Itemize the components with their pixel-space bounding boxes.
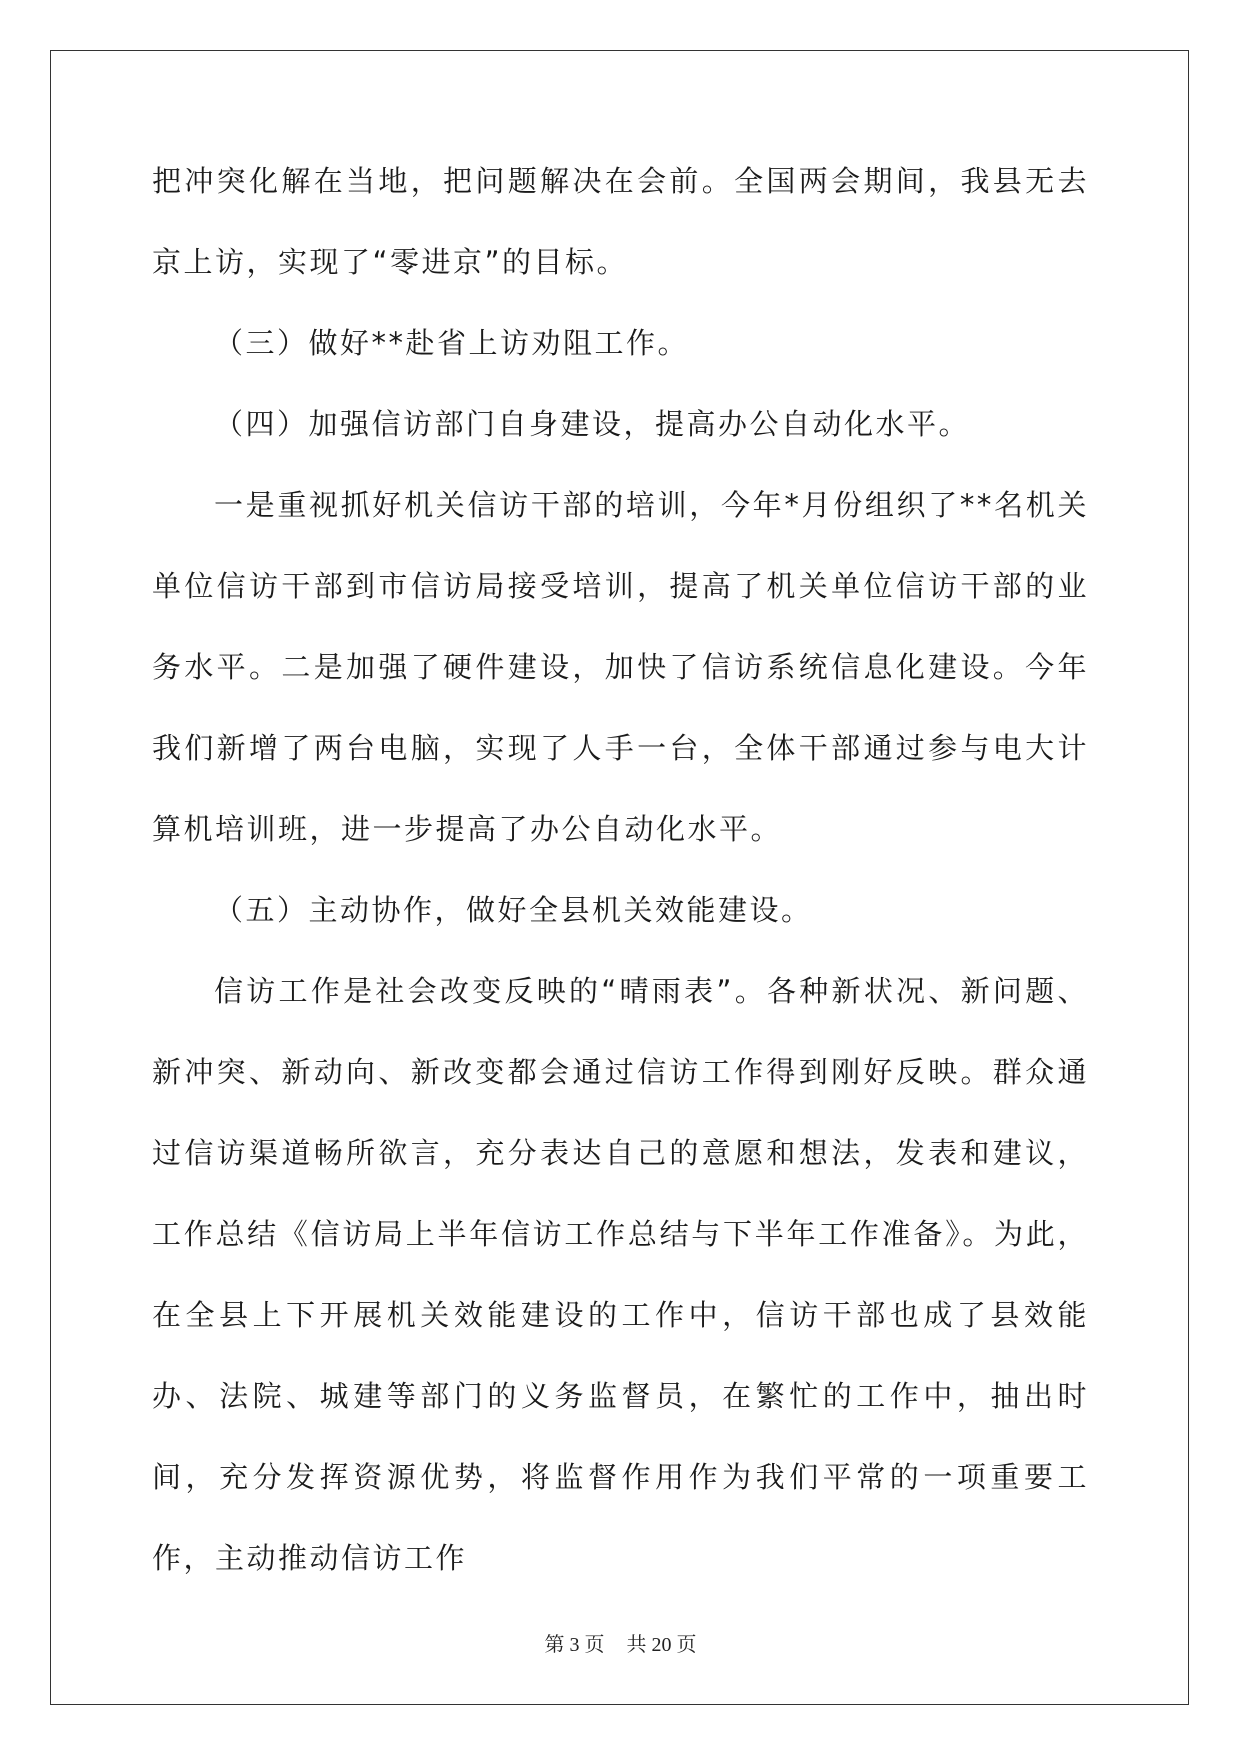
current-page-number: 第 3 页 [544, 1634, 605, 1656]
paragraph-6: 信访工作是社会改变反映的“晴雨表”。各种新状况、新问题、新冲突、新动向、新改变都会通过信访工作得到刚好反映。群众通过信访渠道畅所欲言，充分表达自己的意愿和想法，发表和建议，工作总结《信访局上半年信访工作总结与下半年工作准备》。为此，在全县上下开展机关效能建设的工作中，信访干部也成了县效能办、法院、城建等部门的义务监督员，在繁忙的工作中，抽出时间，充分发挥资源优势，将监督作用作为我们平常的一项重要工作，主动推动信访工作 [152, 974, 1089, 1575]
paragraph-5: （五）主动协作，做好全县机关效能建设。 [214, 893, 813, 927]
total-page-count: 共 20 页 [626, 1634, 697, 1656]
paragraph-3: （四）加强信访部门自身建设，提高办公自动化水平。 [214, 407, 971, 441]
page-footer [0, 1628, 1241, 1657]
paragraph-1: 把冲突化解在当地，把问题解决在会前。全国两会期间，我县无去京上访，实现了“零进京”的目标。 [152, 164, 1089, 279]
paragraph-2: （三）做好**赴省上访劝阻工作。 [214, 326, 690, 360]
document-body [152, 160, 1089, 1599]
paragraph-4: 一是重视抓好机关信访干部的培训，今年*月份组织了**名机关单位信访干部到市信访局接受培训，提高了机关单位信访干部的业务水平。二是加强了硬件建设，加快了信访系统信息化建设。今年我们新增了两台电脑，实现了人手一台，全体干部通过参与电大计算机培训班，进一步提高了办公自动化水平。 [152, 488, 1089, 846]
